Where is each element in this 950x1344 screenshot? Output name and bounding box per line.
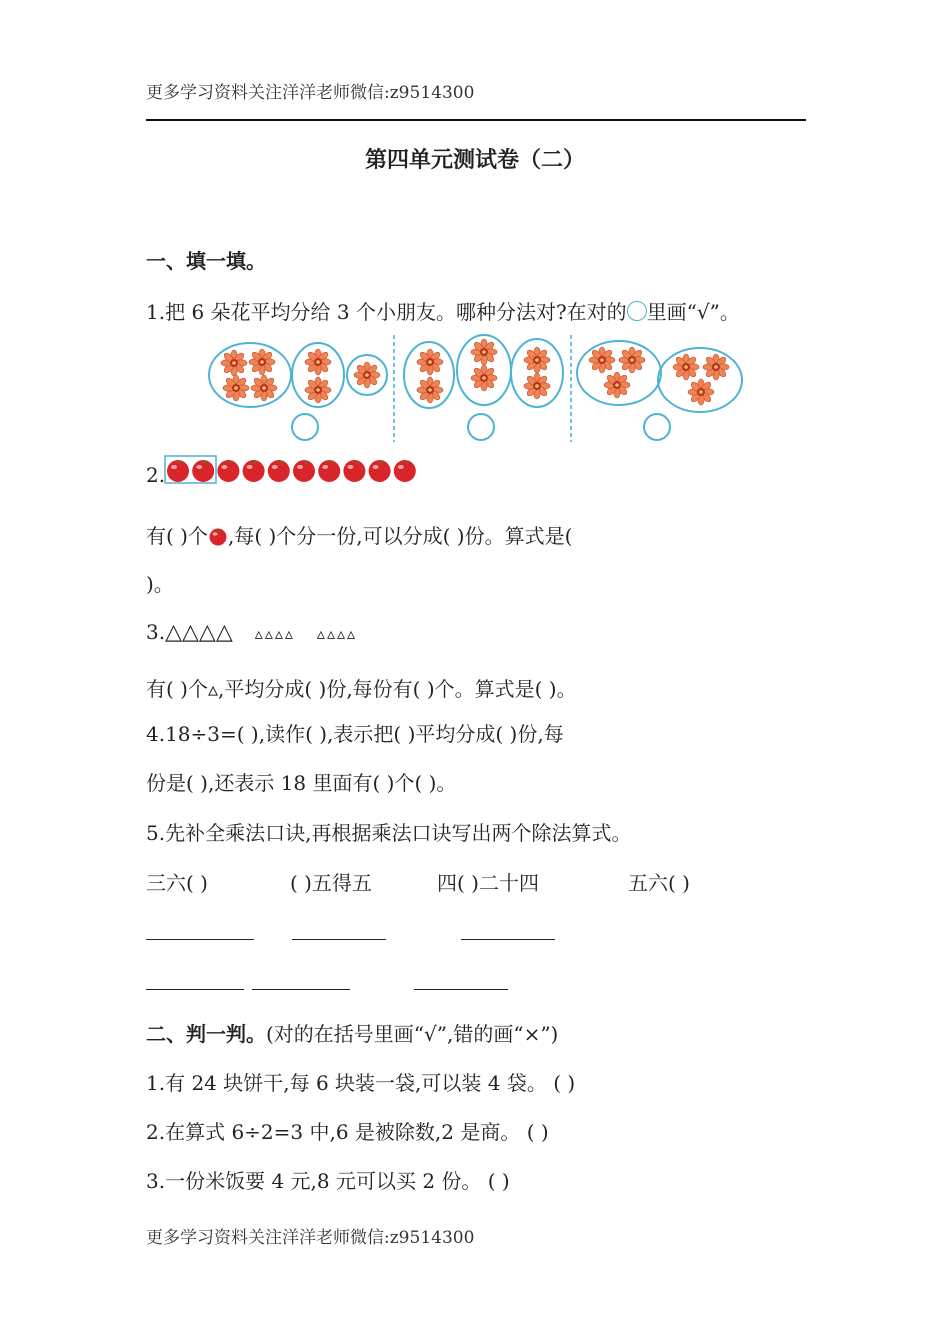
section2-heading-rest: (对的在括号里画“√”,错的画“×”) bbox=[266, 1022, 559, 1046]
q5-item-2: ( )五得五 bbox=[290, 871, 372, 895]
circle-icon bbox=[627, 301, 647, 321]
judge-item-2: 2.在算式 6÷2=3 中,6 是被除数,2 是商。 ( ) bbox=[146, 1120, 549, 1144]
tomato-3 bbox=[217, 460, 239, 482]
tomato-7 bbox=[318, 460, 340, 482]
q3-shapes bbox=[146, 620, 357, 645]
footer-note: 更多学习资料关注洋洋老师微信:z9514300 bbox=[146, 1228, 475, 1248]
q3-line: 有( )个▵,平均分成( )份,每份有( )个。算式是( )。 bbox=[146, 677, 577, 701]
q4-line1: 4.18÷3=( ),读作( ),表示把( )平均分成( )份,每 bbox=[146, 722, 564, 746]
q4-line2: 份是( ),还表示 18 里面有( )个( )。 bbox=[146, 771, 457, 795]
tomato-10 bbox=[394, 460, 416, 482]
q5-item-4: 五六( ) bbox=[628, 871, 690, 895]
answer-line-5[interactable] bbox=[252, 989, 350, 990]
flower-groups-figure bbox=[204, 330, 754, 446]
tomato-4 bbox=[243, 460, 265, 482]
tomato-8 bbox=[343, 460, 365, 482]
tomatoes-figure bbox=[164, 455, 424, 485]
section2-heading bbox=[146, 1018, 558, 1047]
q2-line1-b: ,每( )个分一份,可以分成( )份。算式是( bbox=[227, 524, 573, 548]
option1-circle-a bbox=[209, 343, 291, 407]
tomato-icon bbox=[208, 526, 228, 546]
q3-label: 3. bbox=[146, 620, 166, 644]
answer-line-1[interactable] bbox=[146, 939, 254, 940]
tomato-5 bbox=[268, 460, 290, 482]
q1-text bbox=[146, 296, 740, 325]
tomato-2 bbox=[192, 460, 214, 482]
q2-label: 2. bbox=[146, 463, 166, 487]
page-title: 第四单元测试卷（二） bbox=[364, 147, 585, 173]
option1-answer-circle bbox=[292, 414, 318, 440]
option2-answer-circle bbox=[468, 414, 494, 440]
tomato-9 bbox=[369, 460, 391, 482]
judge-item-3: 3.一份米饭要 4 元,8 元可以买 2 份。 ( ) bbox=[146, 1169, 510, 1193]
option3-answer-circle bbox=[644, 414, 670, 440]
big-triangles: △△△△ bbox=[165, 620, 233, 645]
q1-text-after: 里画“√”。 bbox=[646, 300, 740, 324]
q5-item-1: 三六( ) bbox=[146, 871, 208, 895]
q2-line2: )。 bbox=[146, 572, 174, 596]
judge-item-1: 1.有 24 块饼干,每 6 块装一袋,可以装 4 袋。 ( ) bbox=[146, 1071, 576, 1095]
q2-line1-a: 有( )个 bbox=[146, 524, 208, 548]
q1-text-before: 1.把 6 朵花平均分给 3 个小朋友。哪种分法对?在对的 bbox=[146, 300, 627, 324]
answer-line-4[interactable] bbox=[146, 989, 244, 990]
q5-line1: 5.先补全乘法口诀,再根据乘法口诀写出两个除法算式。 bbox=[146, 821, 632, 845]
answer-line-2[interactable] bbox=[292, 939, 386, 940]
small-triangles-group1: ▵▵▵▵ bbox=[254, 624, 295, 643]
q5-item-3: 四( )二十四 bbox=[437, 871, 539, 895]
section1-heading: 一、填一填。 bbox=[146, 249, 266, 273]
section2-heading-bold: 二、判一判。 bbox=[146, 1022, 266, 1046]
tomato-1 bbox=[167, 460, 189, 482]
q2-line1 bbox=[146, 520, 572, 549]
answer-line-6[interactable] bbox=[414, 989, 508, 990]
header-rule bbox=[146, 119, 806, 121]
small-triangles-group2: ▵▵▵▵ bbox=[316, 624, 358, 643]
header-note: 更多学习资料关注洋洋老师微信:z9514300 bbox=[146, 83, 475, 103]
answer-line-3[interactable] bbox=[461, 939, 555, 940]
tomato-6 bbox=[293, 460, 315, 482]
